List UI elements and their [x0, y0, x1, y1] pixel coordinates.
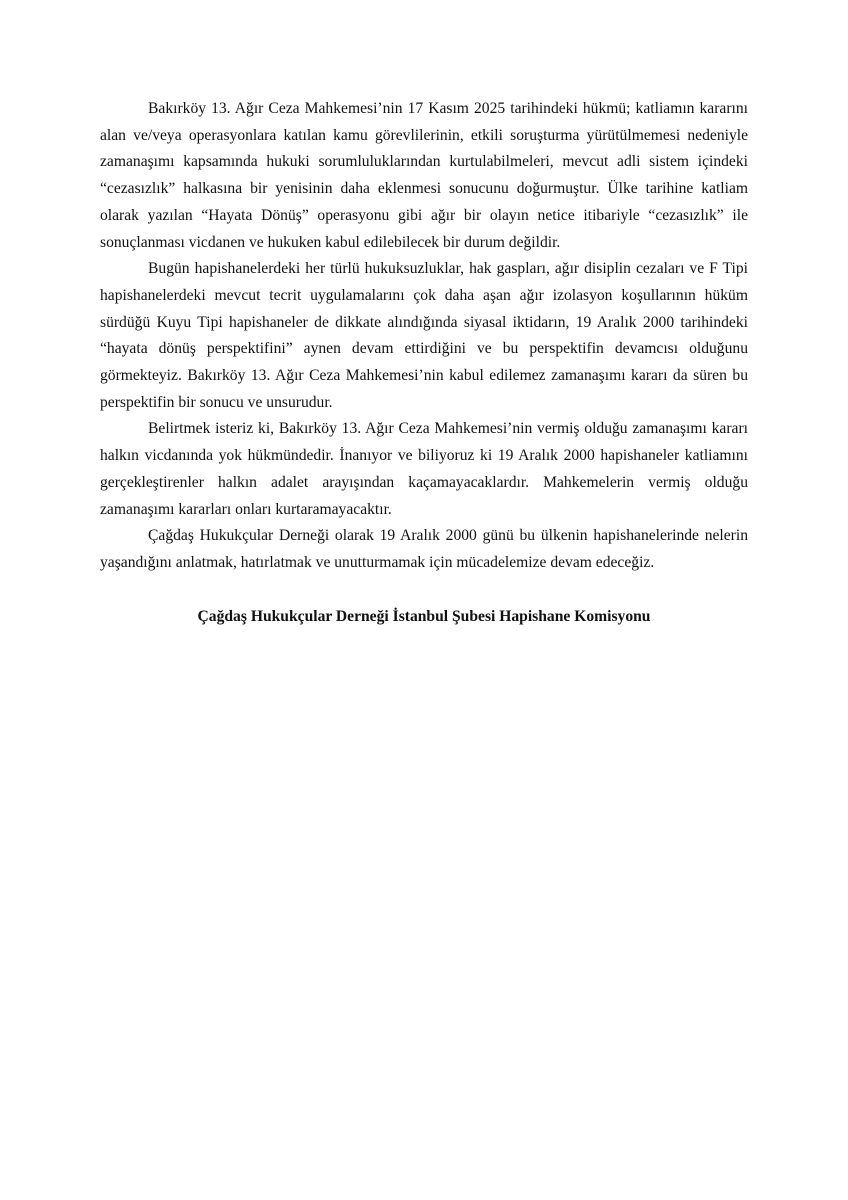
- document-page: [100, 96, 748, 630]
- paragraph-statement: Belirtmek isteriz ki, Bakırköy 13. Ağır Ceza Mahkemesi’nin vermiş olduğu zamanaşımı kararı halkın vicdanında yok hükmündedir. İnanıyor ve biliyoruz ki 19 Aralık 2000 hapishaneler katliamını gerçekleştirenler halkın adalet arayışından kaçamayacaklardır. Mahkemelerin vermiş olduğu zamanaşımı kararları onları kurtaramayacaktır.: [100, 420, 748, 518]
- signature: Çağdaş Hukukçular Derneği İstanbul Şubesi Hapishane Komisyonu: [197, 607, 651, 625]
- paragraph-commitment: Çağdaş Hukukçular Derneği olarak 19 Aralık 2000 günü bu ülkenin hapishanelerinde nelerin yaşandığını anlatmak, hatırlatmak ve unutturmamak için mücadelemize devam edeceğiz.: [100, 527, 748, 571]
- paragraph-prisons: Bugün hapishanelerdeki her türlü hukuksuzluklar, hak gaspları, ağır disiplin cezaları ve F Tipi hapishanelerdeki mevcut tecrit uygulamalarını çok daha aşan ağır izolasyon koşullarının hüküm sürdüğü Kuyu Tipi hapishaneler de dikkate alındığında siyasal iktidarın, 19 Aralık 2000 tarihindeki “hayata dönüş perspektifini” aynen devam ettirdiğini ve bu perspektifin devamcısı olduğunu görmekteyiz. Bakırköy 13. Ağır Ceza Mahkemesi’nin kabul edilemez zamanaşımı kararı da süren bu perspektifin bir sonucu ve unsurudur.: [100, 260, 748, 411]
- paragraph-verdict: Bakırköy 13. Ağır Ceza Mahkemesi’nin 17 Kasım 2025 tarihindeki hükmü; katliamın kararını alan ve/veya operasyonlara katılan kamu görevlilerinin, etkili soruşturma yürütülmemesi nedeniyle zamanaşımı kapsamında hukuki sorumluluklarından kurtulabilmeleri, mevcut adli sistem içindeki “cezasızlık” halkasına bir yenisinin daha eklenmesi sonucunu doğurmuştur. Ülke tarihine katliam olarak yazılan “Hayata Dönüş” operasyonu gibi ağır bir olayın netice itibariyle “cezasızlık” ile sonuçlanması vicdanen ve hukuken kabul edilebilecek bir durum değildir.: [100, 100, 748, 251]
